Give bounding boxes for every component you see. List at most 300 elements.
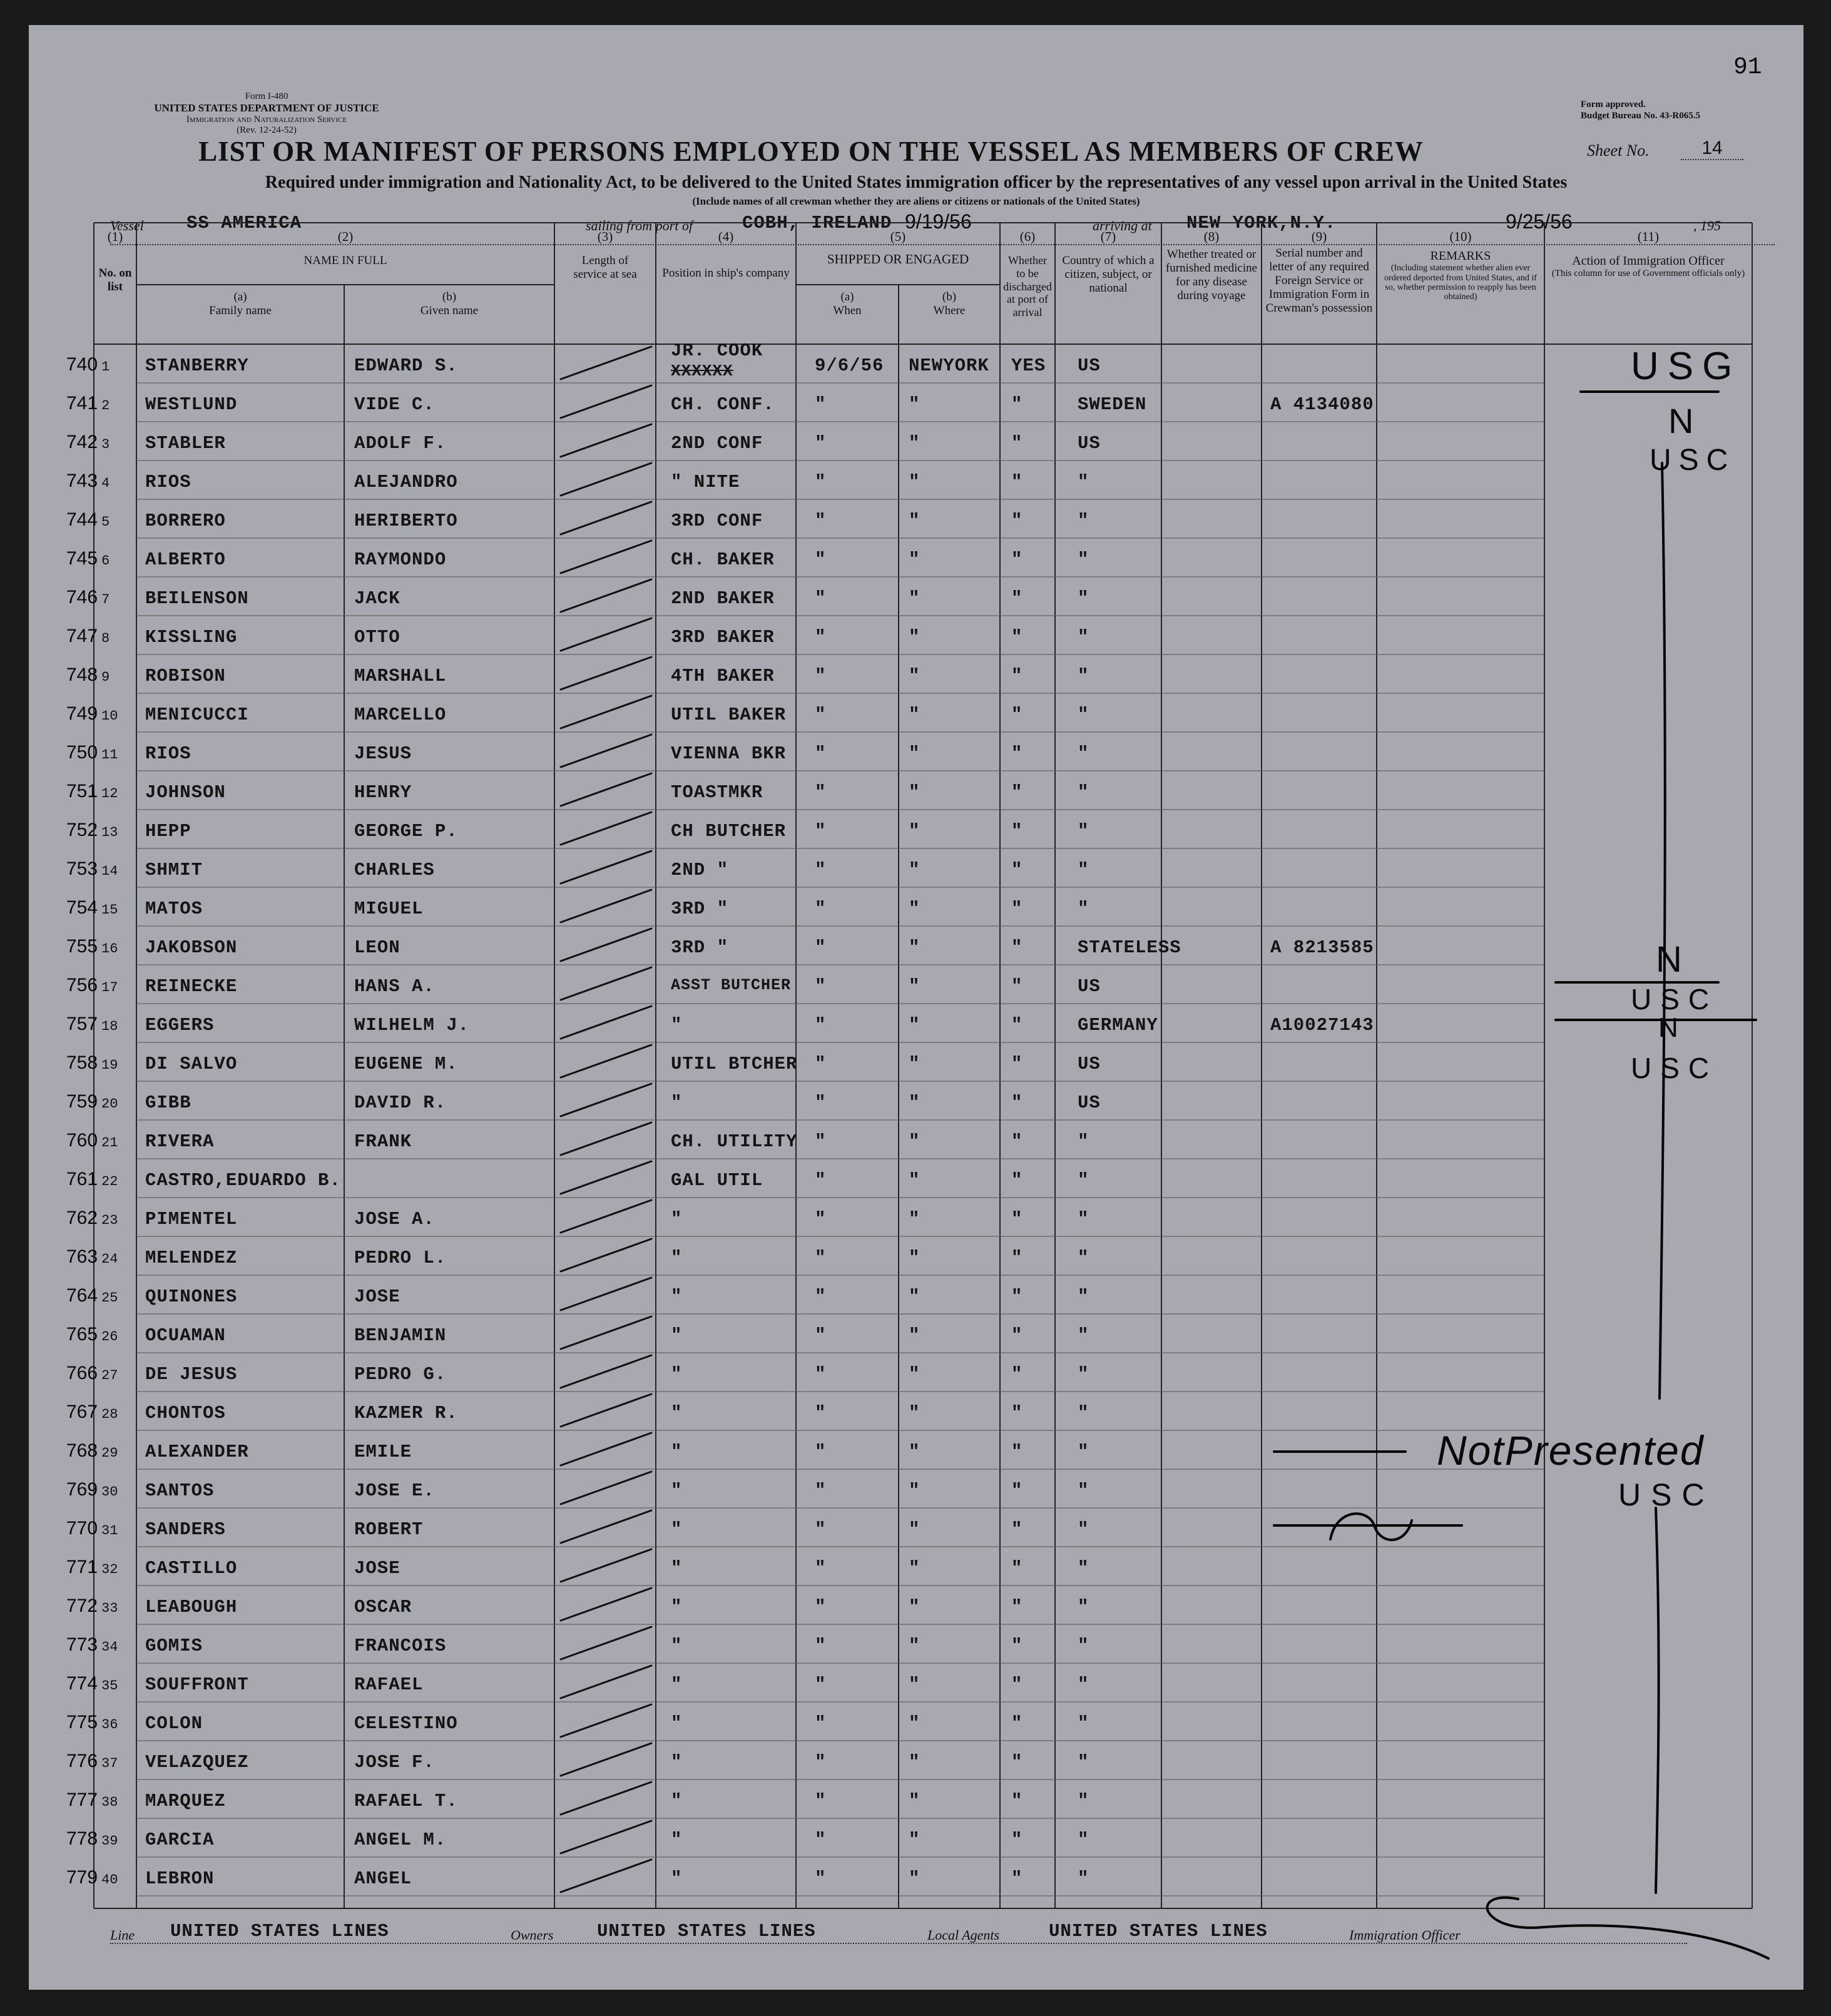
family-name-cell: MARQUEZ [145, 1791, 226, 1811]
position-cell: " [671, 1286, 683, 1307]
when-cell: " [815, 1558, 827, 1579]
list-number: 4 [101, 476, 110, 491]
position-cell: " [671, 1480, 683, 1501]
where-cell: " [909, 937, 921, 958]
list-number: 24 [101, 1251, 118, 1267]
when-cell: " [815, 1868, 827, 1889]
list-number: 32 [101, 1562, 118, 1577]
when-cell: " [815, 1830, 827, 1850]
serial-cell: A 4134080 [1270, 394, 1374, 415]
handwritten-line-number: 741 [66, 393, 98, 414]
discharge-cell: " [1011, 472, 1023, 492]
family-name-cell: SANDERS [145, 1519, 226, 1540]
sailing-label: sailing from port of [586, 218, 693, 233]
annotation-usg: USG [1631, 345, 1742, 388]
country-cell: " [1078, 588, 1089, 609]
position-cell: " [671, 1519, 683, 1540]
col-family-number: (a) [233, 290, 247, 303]
discharge-cell: " [1011, 899, 1023, 919]
annotation-usc-1: USC [1650, 444, 1736, 477]
when-cell: " [815, 472, 827, 492]
vertical-bracket-top [1660, 463, 1665, 1398]
country-cell: " [1078, 782, 1089, 803]
country-cell: STATELESS [1078, 937, 1181, 958]
discharge-cell: " [1011, 1442, 1023, 1462]
position-cell: " [671, 1830, 683, 1850]
where-cell: " [909, 1791, 921, 1811]
given-name-cell: JOSE [354, 1558, 400, 1579]
country-cell: US [1078, 976, 1101, 997]
position-cell: ASST BUTCHER [671, 976, 792, 994]
discharge-cell: " [1011, 627, 1023, 648]
col-given-number: (b) [442, 290, 457, 303]
agents-name: UNITED STATES LINES [1049, 1921, 1268, 1942]
position-cell: 3RD " [671, 937, 729, 958]
given-name-cell: BENJAMIN [354, 1325, 447, 1346]
list-number: 25 [101, 1290, 118, 1306]
sheet-number-label: Sheet No. [1587, 141, 1650, 160]
given-name-cell: RAFAEL T. [354, 1791, 458, 1811]
when-cell: " [815, 588, 827, 609]
given-name-cell: DAVID R. [354, 1092, 447, 1113]
when-cell: " [815, 1597, 827, 1617]
handwritten-line-number: 772 [66, 1596, 98, 1616]
where-cell: " [909, 1480, 921, 1501]
when-cell: " [815, 1442, 827, 1462]
family-name-cell: BORRERO [145, 511, 226, 531]
given-name-cell: LEON [354, 937, 400, 958]
given-name-cell: EDWARD S. [354, 355, 458, 376]
service-name: Immigration and Naturalization Service [186, 114, 347, 125]
form-note: (Include names of all crewman whether they are aliens or citizens or nationals of the United States) [692, 195, 1140, 207]
family-name-cell: ALBERTO [145, 549, 226, 570]
list-number: 14 [101, 863, 118, 879]
handwritten-line-number: 764 [66, 1285, 98, 1306]
position-cell: " [671, 1248, 683, 1268]
family-name-cell: DI SALVO [145, 1054, 238, 1074]
country-cell: " [1078, 1286, 1089, 1307]
discharge-cell: " [1011, 1364, 1023, 1385]
position-cell: " [671, 1713, 683, 1734]
family-name-cell: STANBERRY [145, 355, 249, 376]
list-number: 26 [101, 1329, 118, 1345]
given-name-cell: MARSHALL [354, 666, 447, 686]
country-cell: US [1078, 355, 1101, 376]
family-name-cell: CASTRO,EDUARDO B. [145, 1170, 341, 1191]
list-number: 1 [101, 359, 110, 375]
country-cell: " [1078, 1170, 1089, 1191]
when-cell: " [815, 860, 827, 880]
country-cell: " [1078, 1752, 1089, 1773]
family-name-cell: RIVERA [145, 1131, 215, 1152]
handwritten-line-number: 742 [66, 432, 98, 452]
country-cell: " [1078, 1519, 1089, 1540]
discharge-cell: " [1011, 1597, 1023, 1617]
list-number: 28 [101, 1407, 118, 1422]
col-service-label: Length of service at sea [573, 254, 637, 281]
handwritten-line-number: 747 [66, 626, 98, 646]
given-name-cell: ANGEL [354, 1868, 412, 1889]
country-cell: " [1078, 1248, 1089, 1268]
list-number: 34 [101, 1639, 118, 1655]
family-name-cell: CHONTOS [145, 1403, 226, 1423]
where-cell: " [909, 1325, 921, 1346]
when-cell: " [815, 899, 827, 919]
position-cell: " [671, 1868, 683, 1889]
col-remarks-number: (10) [1449, 229, 1472, 244]
list-number: 31 [101, 1523, 118, 1539]
when-cell: " [815, 1015, 827, 1036]
when-cell: " [815, 627, 827, 648]
when-cell: 9/6/56 [815, 355, 884, 376]
discharge-cell: " [1011, 1480, 1023, 1501]
annotation-n-1: N [1668, 401, 1694, 440]
country-cell: " [1078, 860, 1089, 880]
discharge-cell: " [1011, 433, 1023, 454]
annotation-n-2: N [1656, 939, 1682, 980]
given-name-cell: HANS A. [354, 976, 435, 997]
handwritten-line-number: 778 [66, 1828, 98, 1849]
when-cell: " [815, 821, 827, 842]
where-cell: " [909, 1015, 921, 1036]
where-cell: " [909, 976, 921, 997]
owners-label: Owners [511, 1927, 554, 1943]
given-name-cell: MIGUEL [354, 899, 424, 919]
given-name-cell: CELESTINO [354, 1713, 458, 1734]
discharge-cell: " [1011, 588, 1023, 609]
sheet-number: 14 [1681, 138, 1743, 160]
discharge-cell: " [1011, 1752, 1023, 1773]
when-cell: " [815, 705, 827, 725]
position-cell: CH. BAKER [671, 549, 775, 570]
agents-label: Local Agents [927, 1927, 1000, 1943]
when-cell: " [815, 1054, 827, 1074]
col-where-number: (b) [942, 290, 957, 303]
discharge-cell: " [1011, 394, 1023, 415]
handwritten-line-number: 750 [66, 742, 98, 763]
list-number: 15 [101, 902, 118, 918]
col-medicine-number: (8) [1203, 229, 1220, 244]
when-cell: " [815, 549, 827, 570]
given-name-cell: RAYMONDO [354, 549, 447, 570]
where-cell: " [909, 1054, 921, 1074]
family-name-cell: MELENDEZ [145, 1248, 238, 1268]
when-cell: " [815, 394, 827, 415]
where-cell: " [909, 743, 921, 764]
annotation-usc-4: USC [1618, 1477, 1715, 1512]
discharge-cell: " [1011, 1015, 1023, 1036]
where-cell: " [909, 472, 921, 492]
where-cell: " [909, 782, 921, 803]
given-name-cell: ROBERT [354, 1519, 424, 1540]
family-name-cell: DE JESUS [145, 1364, 238, 1385]
handwritten-line-number: 760 [66, 1130, 98, 1151]
given-name-cell: PEDRO L. [354, 1248, 447, 1268]
list-number: 2 [101, 398, 110, 414]
col-action-note: (This column for use of Government officials only) [1551, 268, 1745, 279]
given-name-cell: PEDRO G. [354, 1364, 447, 1385]
family-name-cell: GOMIS [145, 1636, 203, 1656]
list-number: 38 [101, 1795, 118, 1810]
when-cell: " [815, 1519, 827, 1540]
country-cell: " [1078, 1403, 1089, 1423]
when-cell: " [815, 1674, 827, 1695]
position-cell: " [671, 1791, 683, 1811]
family-name-cell: CASTILLO [145, 1558, 238, 1579]
col-discharge-label: Whether to be discharged at port of arrival [1003, 254, 1052, 318]
when-cell: " [815, 782, 827, 803]
sailing-date: 9/19/56 [905, 210, 972, 233]
discharge-cell: " [1011, 937, 1023, 958]
family-name-cell: MENICUCCI [145, 705, 249, 725]
col-position-number: (4) [718, 229, 734, 244]
col-where-label: Where [933, 303, 966, 317]
not-presented-mark [1274, 1514, 1462, 1540]
when-cell: " [815, 743, 827, 764]
list-number: 23 [101, 1213, 118, 1228]
where-cell: " [909, 1286, 921, 1307]
where-cell: " [909, 394, 921, 415]
col-serial-label: Serial number and letter of any required Foreign Service or Immigration Form in Crewman's possession [1265, 247, 1373, 315]
line-label: Line [110, 1927, 135, 1943]
position-cell: 3RD CONF [671, 511, 763, 531]
where-cell: " [909, 1131, 921, 1152]
given-name-cell: JOSE A. [354, 1209, 435, 1229]
position-cell: CH. UTILITY [671, 1131, 798, 1152]
where-cell: " [909, 549, 921, 570]
discharge-cell: " [1011, 821, 1023, 842]
col-shipped-number: (5) [890, 229, 906, 244]
family-name-cell: RIOS [145, 472, 191, 492]
discharge-cell: " [1011, 511, 1023, 531]
list-number: 29 [101, 1445, 118, 1461]
country-cell: US [1078, 1092, 1101, 1113]
where-cell: NEWYORK [909, 355, 989, 376]
discharge-cell: " [1011, 743, 1023, 764]
discharge-cell: " [1011, 1248, 1023, 1268]
where-cell: " [909, 588, 921, 609]
handwritten-line-number: 748 [66, 664, 98, 685]
handwritten-line-number: 743 [66, 471, 98, 491]
handwriting-strokes [29, 25, 1803, 1990]
country-cell: US [1078, 1054, 1101, 1074]
given-name-cell: EMILE [354, 1442, 412, 1462]
handwritten-line-number: 765 [66, 1324, 98, 1345]
position-cell: CH. CONF. [671, 394, 775, 415]
family-name-cell: STABLER [145, 433, 226, 454]
country-cell: " [1078, 1597, 1089, 1617]
family-name-cell: SANTOS [145, 1480, 215, 1501]
family-name-cell: RIOS [145, 743, 191, 764]
position-cell: GAL UTIL [671, 1170, 763, 1191]
when-cell: " [815, 1325, 827, 1346]
where-cell: " [909, 1442, 921, 1462]
annotation-usc-2: USC [1631, 983, 1718, 1016]
discharge-cell: " [1011, 1713, 1023, 1734]
serial-cell: A 8213585 [1270, 937, 1374, 958]
country-cell: " [1078, 511, 1089, 531]
discharge-cell: " [1011, 1791, 1023, 1811]
list-number: 37 [101, 1756, 118, 1771]
country-cell: " [1078, 1558, 1089, 1579]
discharge-cell: " [1011, 1131, 1023, 1152]
position-cell: " [671, 1674, 683, 1695]
when-cell: " [815, 1752, 827, 1773]
list-number: 3 [101, 437, 110, 452]
family-name-cell: HEPP [145, 821, 191, 842]
handwritten-line-number: 775 [66, 1712, 98, 1733]
when-cell: " [815, 433, 827, 454]
country-cell: " [1078, 821, 1089, 842]
handwritten-line-number: 773 [66, 1634, 98, 1655]
handwritten-line-number: 769 [66, 1479, 98, 1500]
position-cell: " [671, 1442, 683, 1462]
arriving-label: arriving at [1093, 218, 1152, 233]
family-name-cell: JAKOBSON [145, 937, 238, 958]
where-cell: " [909, 627, 921, 648]
year-label: , 195 [1693, 218, 1721, 233]
handwritten-line-number: 771 [66, 1557, 98, 1577]
list-number: 11 [101, 747, 118, 763]
country-cell: " [1078, 472, 1089, 492]
family-name-cell: OCUAMAN [145, 1325, 226, 1346]
country-cell: " [1078, 1209, 1089, 1229]
col-serial-number: (9) [1311, 229, 1327, 244]
col-medicine-label: Whether treated or furnished medicine for any disease during voyage [1165, 248, 1258, 302]
discharge-cell: " [1011, 1674, 1023, 1695]
discharge-cell: " [1011, 705, 1023, 725]
where-cell: " [909, 433, 921, 454]
handwritten-line-number: 757 [66, 1014, 98, 1034]
family-name-cell: LEABOUGH [145, 1597, 238, 1617]
given-name-cell: ANGEL M. [354, 1830, 447, 1850]
col-action-label: Action of Immigration Officer [1572, 254, 1725, 268]
when-cell: " [815, 1636, 827, 1656]
given-name-cell: JOSE E. [354, 1480, 435, 1501]
position-cell: " [671, 1558, 683, 1579]
handwritten-line-number: 779 [66, 1867, 98, 1888]
discharge-cell: " [1011, 1325, 1023, 1346]
col-action-number: (11) [1637, 229, 1660, 244]
handwritten-line-number: 759 [66, 1091, 98, 1112]
position-cell: 3RD " [671, 899, 729, 919]
where-cell: " [909, 1364, 921, 1385]
when-cell: " [815, 1286, 827, 1307]
form-number: Form I-480 [245, 91, 288, 101]
handwritten-line-number: 774 [66, 1673, 98, 1694]
where-cell: " [909, 1170, 921, 1191]
family-name-cell: GARCIA [145, 1830, 215, 1850]
discharge-cell: " [1011, 1403, 1023, 1423]
when-cell: " [815, 976, 827, 997]
family-name-cell: VELAZQUEZ [145, 1752, 249, 1773]
where-cell: " [909, 1597, 921, 1617]
position-cell: " [671, 1209, 683, 1229]
country-cell: " [1078, 1868, 1089, 1889]
when-cell: " [815, 666, 827, 686]
approval-text: Form approved. [1581, 99, 1646, 109]
family-name-cell: JOHNSON [145, 782, 226, 803]
given-name-cell: OSCAR [354, 1597, 412, 1617]
col-country-number: (7) [1100, 229, 1116, 244]
handwritten-line-number: 777 [66, 1789, 98, 1810]
col-discharge-number: (6) [1019, 229, 1036, 244]
col-remarks-label: REMARKS [1430, 249, 1491, 263]
list-number: 30 [101, 1484, 118, 1500]
given-name-cell: VIDE C. [354, 394, 435, 415]
position-cell: 2ND BAKER [671, 588, 775, 609]
discharge-cell: " [1011, 1830, 1023, 1850]
family-name-cell: KISSLING [145, 627, 238, 648]
handwritten-line-number: 768 [66, 1440, 98, 1461]
owners-name: UNITED STATES LINES [597, 1921, 816, 1942]
family-name-cell: LEBRON [145, 1868, 215, 1889]
country-cell: " [1078, 705, 1089, 725]
list-number: 36 [101, 1717, 118, 1733]
country-cell: " [1078, 1791, 1089, 1811]
where-cell: " [909, 1636, 921, 1656]
sailing-port: COBH, IRELAND [742, 213, 892, 233]
country-cell: US [1078, 433, 1101, 454]
list-number: 19 [101, 1057, 118, 1073]
country-cell: " [1078, 666, 1089, 686]
family-name-cell: REINECKE [145, 976, 238, 997]
handwritten-line-number: 746 [66, 587, 98, 608]
discharge-cell: " [1011, 1519, 1023, 1540]
where-cell: " [909, 1558, 921, 1579]
position-cell: 3RD BAKER [671, 627, 775, 648]
country-cell: " [1078, 1480, 1089, 1501]
position-cell: " [671, 1092, 683, 1113]
handwritten-line-number: 761 [66, 1169, 98, 1189]
position-cell: CH BUTCHER [671, 821, 787, 842]
col-service-number: (3) [597, 229, 613, 244]
list-number: 8 [101, 631, 110, 646]
form-revision: (Rev. 12-24-52) [237, 125, 297, 136]
list-number: 10 [101, 708, 118, 724]
position-cell: UTIL BAKER [671, 705, 787, 725]
handwritten-line-number: 763 [66, 1246, 98, 1267]
handwritten-line-number: 767 [66, 1402, 98, 1422]
position-cell: TOASTMKR [671, 782, 763, 803]
handwritten-line-number: 740 [66, 354, 98, 375]
handwritten-line-number: 745 [66, 548, 98, 569]
list-number: 40 [101, 1872, 118, 1888]
family-name-cell: PIMENTEL [145, 1209, 238, 1229]
when-cell: " [815, 1131, 827, 1152]
handwritten-line-number: 766 [66, 1363, 98, 1383]
col-country-label: Country of which a citizen, subject, or national [1062, 254, 1155, 295]
form-title: LIST OR MANIFEST OF PERSONS EMPLOYED ON THE VESSEL AS MEMBERS OF CREW [198, 136, 1424, 167]
discharge-cell: " [1011, 1868, 1023, 1889]
col-shipped-label: SHIPPED OR ENGAGED [827, 252, 969, 267]
family-name-cell: BEILENSON [145, 588, 249, 609]
where-cell: " [909, 1868, 921, 1889]
when-cell: " [815, 1791, 827, 1811]
vertical-bracket-bottom [1656, 1508, 1659, 1893]
discharge-cell: " [1011, 860, 1023, 880]
where-cell: " [909, 1092, 921, 1113]
arrival-date: 9/25/56 [1506, 210, 1573, 233]
given-name-cell: FRANCOIS [354, 1636, 447, 1656]
budget-bureau: Budget Bureau No. 43-R065.5 [1581, 111, 1700, 121]
list-number: 18 [101, 1019, 118, 1034]
given-name-cell: WILHELM J. [354, 1015, 470, 1036]
col-family-label: Family name [209, 303, 272, 317]
given-name-cell: MARCELLO [354, 705, 447, 725]
where-cell: " [909, 1403, 921, 1423]
discharge-cell: " [1011, 1286, 1023, 1307]
